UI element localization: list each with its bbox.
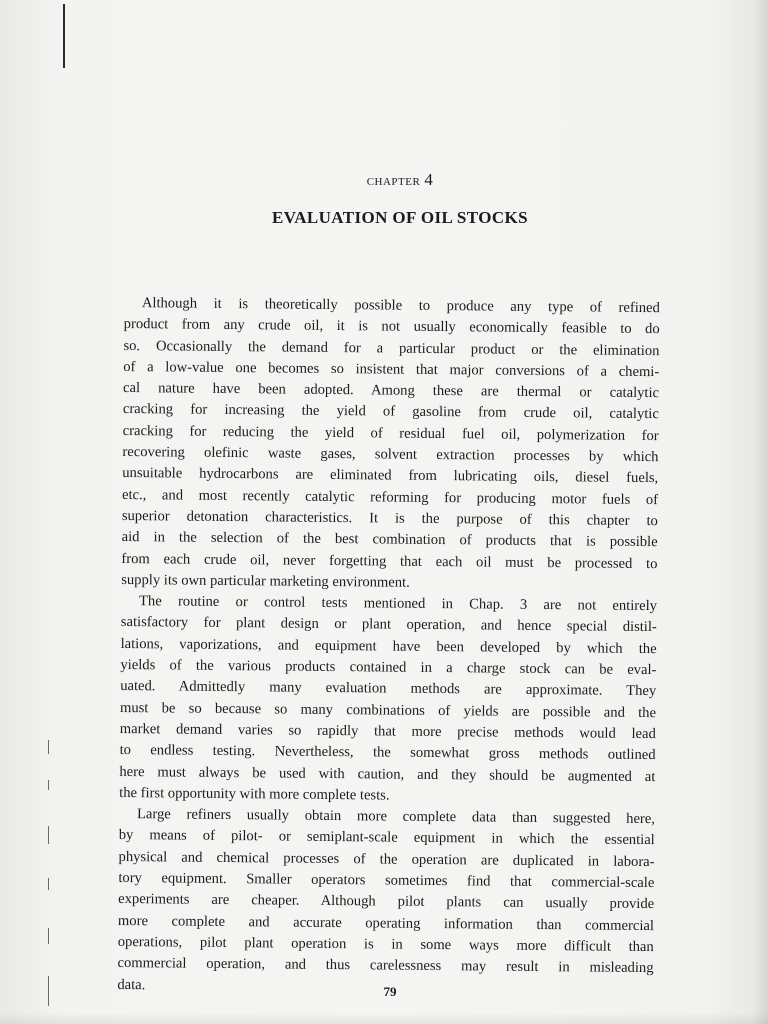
text-line: Although it is theoretically possible to produce any type of refined	[141, 295, 660, 317]
text-line: physical and chemical processes of the operation are duplicated in labora-	[118, 848, 655, 870]
text-line: Large refiners usually obtain more complete data than suggested here,	[136, 806, 656, 828]
text-line: superior detonation characteristics. It is the purpose of this chapter to	[121, 507, 658, 530]
text-line: to endless testing. Nevertheless, the somewhat gross methods outlined	[119, 742, 656, 764]
text-line: of a low-value one becomes so insistent that major conversions of a chemi-	[123, 358, 660, 381]
binding-edge-line	[63, 4, 65, 68]
text-line: commercial operation, and thus carelessness may result in misleading	[117, 955, 654, 977]
text-line: market demand varies so rapidly that more precise methods would lead	[119, 720, 656, 743]
chapter-label	[200, 170, 600, 190]
chapter-number: 4	[424, 170, 434, 189]
paragraph-2	[119, 591, 657, 809]
page-bottom-shadow	[0, 1012, 768, 1024]
text-line: etc., and most recently catalytic reforming for producing motor fuels of	[121, 486, 659, 508]
text-line: lations, vaporizations, and equipment have been developed by which the	[120, 635, 657, 657]
text-line: from each crude oil, never forgetting that each oil must be processed to	[121, 550, 658, 572]
page-number: 79	[383, 984, 397, 999]
text-line: so. Occasionally the demand for a particular product or the elimination	[123, 337, 660, 359]
text-line: must be so because so many combinations of yields are possible and the	[119, 699, 657, 721]
text-line: supply its own particular marketing environment.	[121, 571, 410, 591]
text-line: tory equipment. Smaller operators sometimes find that commercial-scale	[118, 869, 655, 892]
text-line: satisfactory for plant design or plant operation, and hence special distil-	[120, 614, 657, 636]
text-line: cracking for increasing the yield of gasoline from crude oil, catalytic	[122, 401, 659, 423]
text-line: The routine or control tests mentioned in Chap. 3 are not entirely	[138, 593, 658, 615]
text-line: experiments are cheaper. Although pilot plants can usually provide	[118, 891, 655, 913]
chapter-word: chapter	[366, 173, 421, 189]
page-right-shadow	[754, 0, 768, 1024]
text-line: recovering olefinic waste gases, solvent extraction processes by which	[122, 444, 659, 466]
paragraph-1	[121, 293, 660, 596]
text-line: yields of the various products contained in a charge stock can be eval-	[120, 657, 657, 679]
text-line: unsuitable hydrocarbons are eliminated from lubricating oils, diesel fuels,	[122, 465, 659, 487]
text-line: cal nature have been adopted. Among these are thermal or catalytic	[123, 380, 660, 402]
chapter-title: EVALUATION OF OIL STOCKS	[271, 208, 529, 227]
body-text	[117, 293, 660, 1001]
text-line: cracking for reducing the yield of residual fuel oil, polymerization for	[122, 422, 659, 444]
text-line: product from any crude oil, it is not usually economically feasible to do	[123, 316, 660, 338]
text-line: aid in the selection of the best combination of products that is possible	[121, 529, 658, 551]
text-line: here must always be used with caution, and they should be augmented at	[119, 763, 656, 785]
text-line: operations, pilot plant operation is in some ways more difficult than	[117, 933, 654, 956]
text-line: by means of pilot- or semiplant-scale equipment in which the essential	[118, 827, 655, 849]
margin-marks	[48, 740, 51, 1010]
text-line: more complete and accurate operating information than commercial	[117, 912, 655, 934]
text-line: data.	[117, 976, 146, 993]
text-line: the first opportunity with more complete tests.	[119, 784, 390, 804]
text-line: uated. Admittedly many evaluation methods are approximate. They	[120, 678, 657, 700]
paragraph-3	[117, 804, 655, 1001]
